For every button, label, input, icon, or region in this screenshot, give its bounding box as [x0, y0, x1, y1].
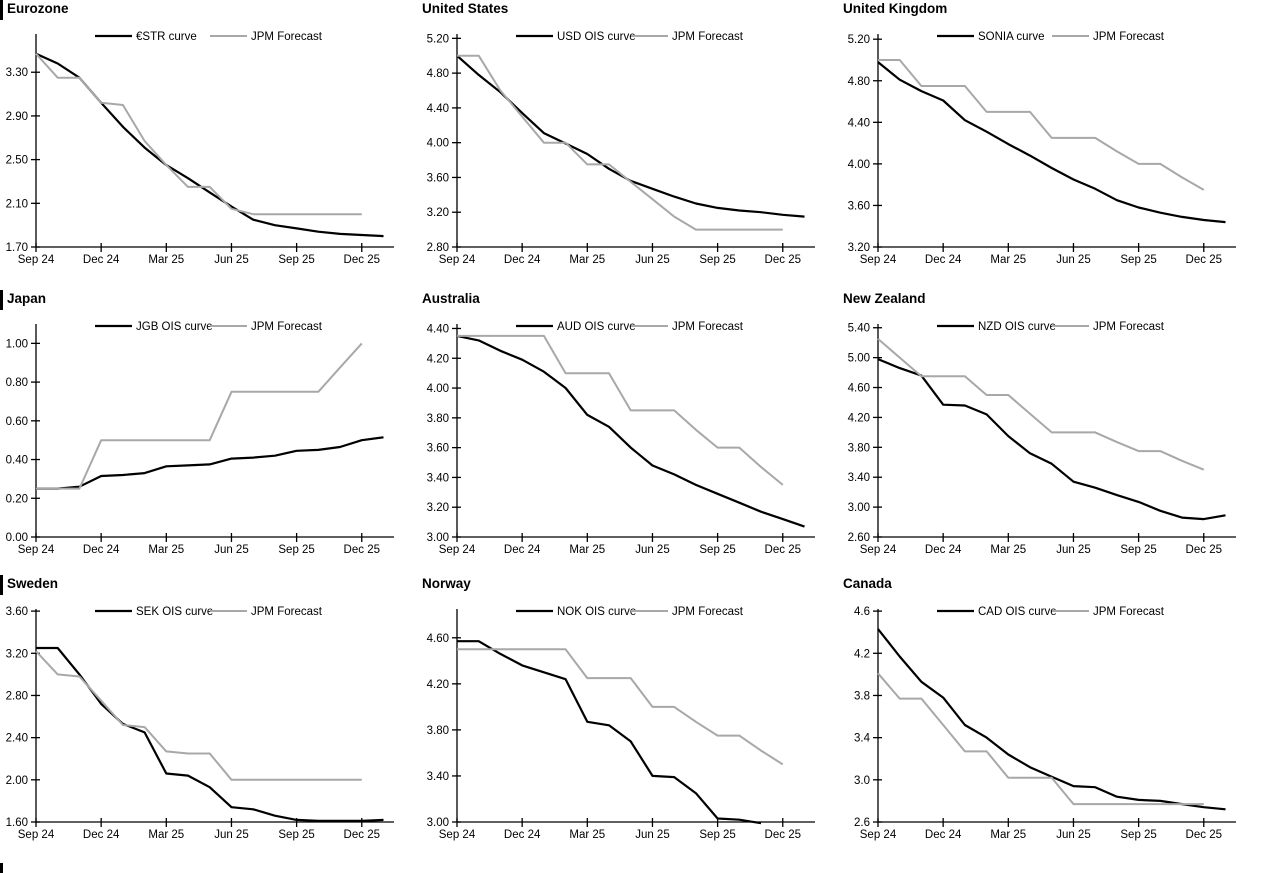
- forecast-curve-line: [457, 649, 783, 764]
- y-tick-label: 2.60: [847, 532, 870, 544]
- legend-label: JPM Forecast: [1093, 31, 1164, 43]
- x-tick-label: Sep 24: [438, 829, 476, 841]
- x-tick-label: Jun 25: [1056, 254, 1091, 266]
- chart-title-text: United States: [422, 1, 509, 16]
- x-tick-label: Jun 25: [214, 254, 249, 266]
- x-tick-label: Sep 25: [1120, 829, 1157, 841]
- y-tick-label: 4.80: [426, 68, 449, 81]
- y-tick-label: 3.80: [847, 442, 870, 455]
- legend-label: USD OIS curve: [557, 31, 636, 43]
- x-tick-label: Sep 24: [17, 544, 55, 556]
- chart-cell-eurozone: [0, 0, 421, 290]
- y-tick-label: 3.00: [426, 532, 449, 544]
- y-tick-label: 3.4: [854, 732, 870, 745]
- market-curve-line: [36, 648, 384, 821]
- chart-plot-area: [842, 310, 1263, 562]
- chart-title-text: Canada: [843, 576, 892, 591]
- y-tick-label: 3.20: [426, 207, 449, 220]
- market-curve-line: [457, 641, 761, 823]
- y-tick-label: 4.00: [426, 137, 449, 150]
- x-tick-label: Sep 25: [1120, 254, 1157, 266]
- chart-title: [421, 575, 842, 595]
- x-tick-label: Jun 25: [1056, 829, 1091, 841]
- x-tick-label: Sep 24: [17, 829, 55, 841]
- chart-cell-australia: [421, 290, 842, 575]
- x-tick-label: Mar 25: [990, 544, 1027, 556]
- legend-label: NZD OIS curve: [978, 321, 1056, 333]
- x-tick-label: Dec 24: [82, 254, 120, 266]
- chart-title-text: United Kingdom: [843, 1, 948, 16]
- y-tick-label: 3.60: [5, 606, 28, 619]
- legend-label: JPM Forecast: [251, 321, 322, 333]
- y-tick-label: 2.10: [5, 198, 28, 211]
- x-tick-label: Mar 25: [148, 829, 185, 841]
- y-tick-label: 3.40: [847, 472, 870, 485]
- legend-label: JPM Forecast: [672, 606, 743, 618]
- y-tick-label: 2.6: [854, 817, 870, 829]
- x-tick-label: Sep 25: [278, 254, 315, 266]
- forecast-curve-line: [36, 651, 362, 780]
- x-tick-label: Dec 24: [503, 829, 541, 841]
- y-tick-label: 1.70: [5, 242, 28, 254]
- x-tick-label: Dec 25: [343, 254, 380, 266]
- chart-plot-area: [421, 595, 842, 847]
- chart-plot-area: [0, 20, 421, 272]
- y-tick-label: 3.20: [426, 502, 449, 515]
- legend-label: €STR curve: [136, 31, 197, 43]
- x-tick-label: Sep 25: [699, 254, 736, 266]
- forecast-curve-line: [878, 339, 1204, 470]
- legend-label: CAD OIS curve: [978, 606, 1057, 618]
- x-tick-label: Mar 25: [990, 829, 1027, 841]
- y-tick-label: 4.60: [847, 382, 870, 395]
- x-tick-label: Dec 24: [82, 829, 120, 841]
- market-curve-line: [878, 629, 1226, 809]
- y-tick-label: 4.00: [847, 158, 870, 171]
- x-tick-label: Dec 25: [343, 544, 380, 556]
- chart-title-text: New Zealand: [843, 291, 926, 306]
- forecast-curve-line: [457, 56, 783, 230]
- chart-title: [0, 0, 421, 20]
- y-tick-label: 0.60: [5, 415, 28, 428]
- y-tick-label: 4.2: [854, 648, 870, 661]
- chart-title-text: Australia: [422, 291, 480, 306]
- y-tick-label: 3.20: [5, 648, 28, 661]
- y-tick-label: 3.20: [847, 242, 870, 254]
- y-tick-label: 0.80: [5, 377, 28, 390]
- legend-label: JPM Forecast: [672, 321, 743, 333]
- chart-title: [0, 290, 421, 310]
- x-tick-label: Sep 25: [699, 829, 736, 841]
- chart-title: [842, 290, 1264, 310]
- chart-title-text: Sweden: [7, 576, 59, 591]
- x-tick-label: Jun 25: [635, 544, 670, 556]
- x-tick-label: Jun 25: [635, 829, 670, 841]
- chart-plot-area: [0, 310, 421, 562]
- y-tick-label: 3.80: [426, 412, 449, 425]
- x-tick-label: Sep 25: [278, 544, 315, 556]
- chart-title: [842, 575, 1264, 595]
- y-tick-label: 3.00: [426, 817, 449, 829]
- chart-title: [421, 0, 842, 20]
- y-tick-label: 4.60: [426, 632, 449, 645]
- y-tick-label: 5.00: [847, 352, 870, 365]
- chart-cell-united-states: [421, 0, 842, 290]
- x-tick-label: Dec 24: [503, 544, 541, 556]
- x-tick-label: Dec 24: [924, 254, 962, 266]
- y-tick-label: 1.60: [5, 817, 28, 829]
- y-tick-label: 4.40: [426, 323, 449, 336]
- legend-label: JPM Forecast: [1093, 321, 1164, 333]
- chart-title-text: Eurozone: [7, 1, 69, 16]
- legend-label: JGB OIS curve: [136, 321, 213, 333]
- forecast-curve-line: [878, 60, 1204, 190]
- y-tick-label: 1.00: [5, 338, 28, 351]
- forecast-curve-line: [36, 343, 362, 488]
- market-curve-line: [457, 56, 805, 217]
- x-tick-label: Jun 25: [214, 829, 249, 841]
- forecast-curve-line: [457, 336, 783, 485]
- market-curve-line: [36, 54, 384, 236]
- chart-cell-united-kingdom: [842, 0, 1264, 290]
- chart-plot-area: [842, 20, 1263, 272]
- chart-title: [421, 290, 842, 310]
- y-tick-label: 5.40: [847, 322, 870, 335]
- chart-cell-norway: [421, 575, 842, 873]
- forecast-curve-line: [36, 54, 362, 215]
- x-tick-label: Sep 25: [1120, 544, 1157, 556]
- x-tick-label: Dec 25: [764, 254, 801, 266]
- market-curve-line: [457, 336, 805, 527]
- forecast-curve-line: [878, 673, 1204, 804]
- x-tick-label: Dec 25: [343, 829, 380, 841]
- legend-label: AUD OIS curve: [557, 321, 636, 333]
- x-tick-label: Sep 24: [859, 829, 897, 841]
- chart-plot-area: [842, 595, 1263, 847]
- y-tick-label: 3.80: [426, 724, 449, 737]
- chart-title: [842, 0, 1264, 20]
- y-tick-label: 5.20: [426, 33, 449, 46]
- y-tick-label: 4.20: [847, 412, 870, 425]
- chart-title: [0, 575, 421, 595]
- y-tick-label: 3.40: [426, 472, 449, 485]
- legend-label: SEK OIS curve: [136, 606, 214, 618]
- y-tick-label: 3.60: [426, 172, 449, 185]
- chart-plot-area: [421, 310, 842, 562]
- x-tick-label: Sep 25: [699, 544, 736, 556]
- x-tick-label: Sep 24: [438, 544, 476, 556]
- y-tick-label: 3.0: [854, 774, 870, 787]
- x-tick-label: Jun 25: [635, 254, 670, 266]
- x-tick-label: Sep 25: [278, 829, 315, 841]
- y-tick-label: 2.00: [5, 774, 28, 787]
- x-tick-label: Mar 25: [148, 254, 185, 266]
- cutoff-next-section-bar: [0, 863, 3, 873]
- x-tick-label: Dec 24: [82, 544, 120, 556]
- legend-label: JPM Forecast: [251, 31, 322, 43]
- x-tick-label: Dec 25: [1185, 544, 1222, 556]
- y-tick-label: 4.20: [426, 678, 449, 691]
- y-tick-label: 4.00: [426, 383, 449, 396]
- y-tick-label: 3.30: [5, 67, 28, 80]
- y-tick-label: 4.80: [847, 75, 870, 88]
- chart-plot-area: [0, 595, 421, 847]
- y-tick-label: 2.50: [5, 154, 28, 167]
- chart-title-text: Norway: [422, 576, 471, 591]
- x-tick-label: Jun 25: [1056, 544, 1091, 556]
- y-tick-label: 3.8: [854, 690, 870, 703]
- x-tick-label: Mar 25: [569, 254, 606, 266]
- y-tick-label: 3.40: [426, 770, 449, 783]
- chart-title-text: Japan: [7, 291, 47, 306]
- x-tick-label: Sep 24: [17, 254, 55, 266]
- x-tick-label: Sep 24: [438, 254, 476, 266]
- x-tick-label: Sep 24: [859, 254, 897, 266]
- chart-cell-new-zealand: [842, 290, 1264, 575]
- chart-cell-japan: [0, 290, 421, 575]
- x-tick-label: Mar 25: [990, 254, 1027, 266]
- y-tick-label: 3.60: [426, 442, 449, 455]
- y-tick-label: 2.80: [426, 242, 449, 254]
- legend-label: JPM Forecast: [251, 606, 322, 618]
- chart-plot-area: [421, 20, 842, 272]
- x-tick-label: Dec 25: [764, 829, 801, 841]
- chart-cell-canada: [842, 575, 1264, 873]
- x-tick-label: Dec 24: [924, 544, 962, 556]
- legend-label: JPM Forecast: [672, 31, 743, 43]
- legend-label: SONIA curve: [978, 31, 1045, 43]
- y-tick-label: 0.20: [5, 493, 28, 506]
- x-tick-label: Dec 24: [503, 254, 541, 266]
- y-tick-label: 2.90: [5, 110, 28, 123]
- y-tick-label: 4.40: [847, 117, 870, 130]
- y-tick-label: 3.00: [847, 502, 870, 515]
- y-tick-label: 4.20: [426, 353, 449, 366]
- y-tick-label: 0.40: [5, 454, 28, 467]
- x-tick-label: Dec 25: [1185, 254, 1222, 266]
- chart-cell-sweden: [0, 575, 421, 873]
- x-tick-label: Jun 25: [214, 544, 249, 556]
- x-tick-label: Dec 24: [924, 829, 962, 841]
- y-tick-label: 4.6: [854, 606, 870, 619]
- x-tick-label: Mar 25: [569, 829, 606, 841]
- x-tick-label: Dec 25: [764, 544, 801, 556]
- legend-label: NOK OIS curve: [557, 606, 637, 618]
- x-tick-label: Mar 25: [148, 544, 185, 556]
- x-tick-label: Dec 25: [1185, 829, 1222, 841]
- legend-label: JPM Forecast: [1093, 606, 1164, 618]
- x-tick-label: Mar 25: [569, 544, 606, 556]
- y-tick-label: 2.40: [5, 732, 28, 745]
- y-tick-label: 5.20: [847, 34, 870, 47]
- y-tick-label: 4.40: [426, 102, 449, 115]
- x-tick-label: Sep 24: [859, 544, 897, 556]
- y-tick-label: 3.60: [847, 200, 870, 213]
- y-tick-label: 2.80: [5, 690, 28, 703]
- market-curve-line: [878, 359, 1226, 519]
- market-curve-line: [36, 437, 384, 488]
- y-tick-label: 0.00: [5, 532, 28, 544]
